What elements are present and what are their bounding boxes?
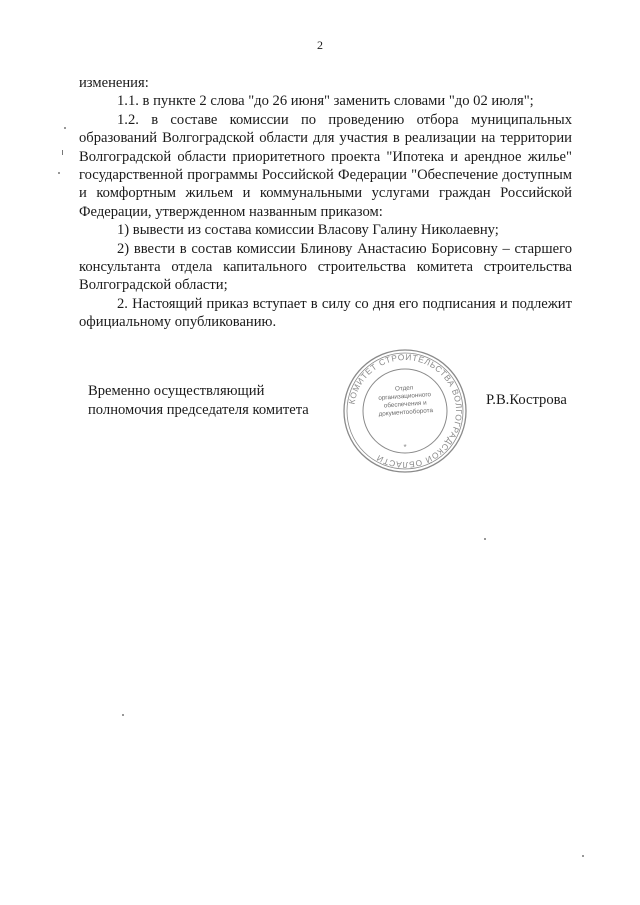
paragraph-item-1-1: 1.1. в пункте 2 слова "до 26 июня" заменить словами "до 02 июля"; <box>117 93 534 110</box>
scan-speck <box>62 150 63 155</box>
paragraph-item-1-2: 1.2. в составе комиссии по проведению отбора муниципальных образований Волгоградской области для участия в реализации на территории Волгоградской области приоритетного проекта "Ипотека и арендное жилье" государственной программы Российской Федерации "Обеспечение доступным и комфортным жильем и коммунальными услугами граждан Российской Федерации, утвержденном названным приказом: <box>79 111 572 220</box>
scan-speck <box>64 127 66 129</box>
order-body <box>79 74 572 332</box>
signatory-position-line-1: Временно осуществляющий <box>88 383 265 399</box>
stamp-inner-line-3: обеспечения и <box>383 399 427 410</box>
page-number: 2 <box>317 38 323 52</box>
stamp-inner-text <box>362 382 448 420</box>
signatory-name: Р.В.Кострова <box>486 392 567 408</box>
stamp-inner-line-4: документооборота <box>378 407 434 418</box>
paragraph-item-2: 2. Настоящий приказ вступает в силу со дня его подписания и подлежит официальному опубликованию. <box>79 295 572 331</box>
scan-speck <box>484 538 486 540</box>
stamp-inner-line-1: Отдел <box>394 384 414 393</box>
scan-speck <box>582 855 584 857</box>
scan-speck <box>58 172 60 174</box>
official-stamp <box>341 347 469 475</box>
paragraph-subitem-2: 2) ввести в состав комиссии Блинову Анастасию Борисовну – старшего консультанта отдела капитального строительства комитета строительства Волгоградской области; <box>79 240 572 294</box>
signatory-position <box>88 382 348 419</box>
stamp-star: * <box>403 443 407 452</box>
signatory-position-line-2: полномочия председателя комитета <box>88 401 309 418</box>
paragraph-intro: изменения: <box>79 75 149 91</box>
scan-speck <box>122 714 124 716</box>
paragraph-subitem-1: 1) вывести из состава комиссии Власову Галину Николаевну; <box>117 222 499 239</box>
stamp-inner-line-2: организационного <box>378 391 432 402</box>
stamp-ring-text: КОМИТЕТ СТРОИТЕЛЬСТВА ВОЛГОГРАДСКОЙ ОБЛАСТИ <box>346 351 465 471</box>
